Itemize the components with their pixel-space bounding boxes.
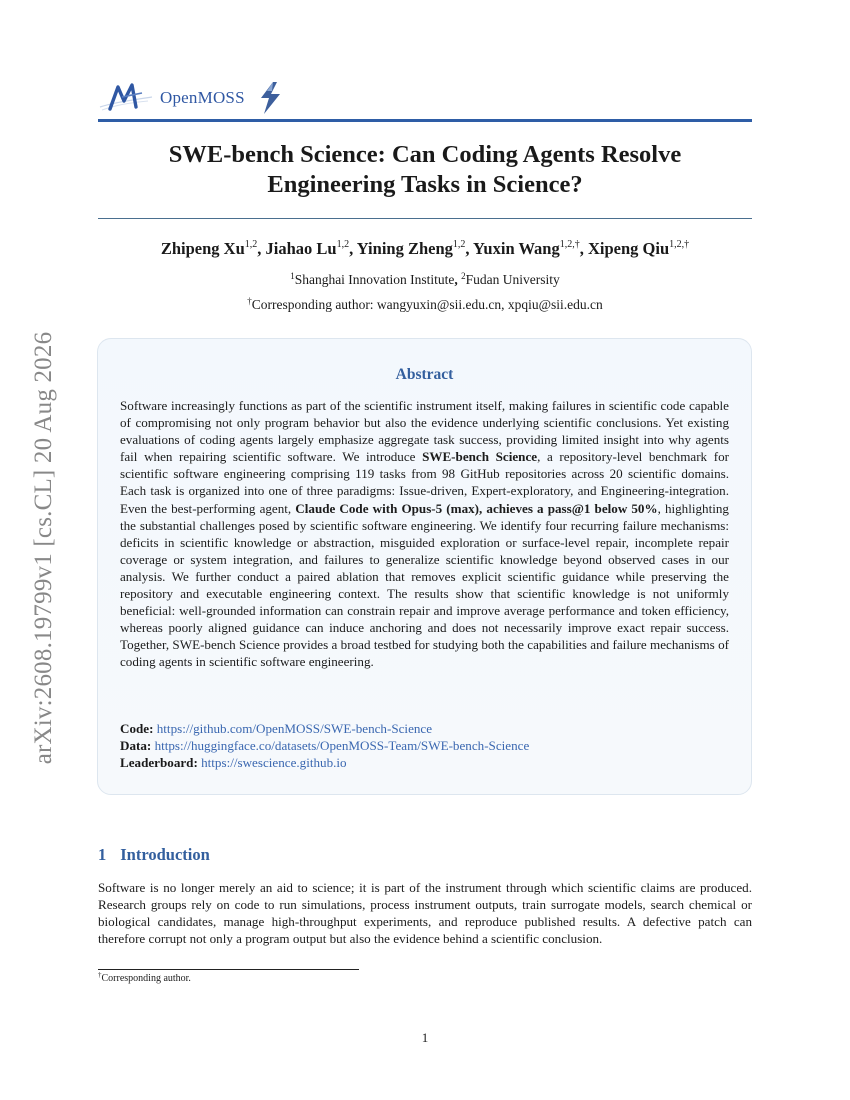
author-marks: 1,2,† <box>669 239 690 250</box>
author-name: Zhipeng Xu <box>160 239 245 258</box>
data-link-row <box>120 737 729 754</box>
leaderboard-link-row <box>120 754 729 771</box>
benchmark-name: SWE-bench Science <box>422 449 538 465</box>
abstract-heading: Abstract <box>395 366 454 383</box>
corresponding-author <box>98 297 752 313</box>
key-result: Claude Code with Opus-5 (max), achieves a pass@1 below 50% <box>295 500 658 516</box>
title-line-2: Engineering Tasks in Science? <box>267 171 583 198</box>
page-number: 1 <box>421 1030 429 1045</box>
code-link-row <box>120 720 729 737</box>
author-name: Jiahao Lu <box>265 239 337 258</box>
title-line-1: SWE-bench Science: Can Coding Agents Resolve <box>168 141 682 168</box>
abstract-text <box>120 397 729 671</box>
author-marks: 1,2 <box>452 239 466 250</box>
paper-title <box>98 140 752 200</box>
footnote-rule <box>98 969 359 970</box>
author-name: Xipeng Qiu <box>587 239 670 258</box>
section-title: Introduction <box>120 845 210 864</box>
logo-name: OpenMOSS <box>160 88 245 107</box>
author-marks: 1,2 <box>244 239 258 250</box>
affiliation-mark: 2 <box>461 271 466 281</box>
affiliation-2: Fudan University <box>465 272 560 287</box>
title-rule <box>98 218 752 219</box>
author-list: Zhipeng Xu$^{1,2}$, Jiahao Lu$^{1,2}$, Yining Zheng$^{1,2}$, Yuxin Wang$^{1,2,\dagger}$, Xipeng Qiu$^{1,2,\dagger}$ <box>160 239 690 258</box>
abstract-part-3: , highlighting the substantial challenges posed by scientific software engineering. We identify four recurring failure mechanisms: deficits in scientific knowledge or abstraction, misguided exploration or surface-level repair, incomplete repair coverage or system integration, and failures to generalize scientific knowledge beyond observed cases in our analysis. We further conduct a paired ablation that removes explicit scientific guidance while preserving the repository and executable engineering context. The results show that scientific knowledge is not uniformly beneficial: well-grounded information can constrain repair and improve average performance and token efficiency, whereas poorly aligned guidance can induce anchoring and does not necessarily improve exact repair success. Together, SWE-bench Science provides a broad testbed for studying both the capabilities and failure mechanisms of coding agents in scientific software engineering. <box>120 500 729 670</box>
resource-links <box>120 720 729 772</box>
leaderboard-link[interactable]: https://swescience.github.io <box>201 755 347 771</box>
section-heading <box>98 845 210 865</box>
leaderboard-label: Leaderboard: <box>120 755 198 771</box>
arxiv-stamp-text: arXiv:2608.19799v1 [cs.CL] 20 Aug 2026 <box>30 331 57 765</box>
footnote <box>98 973 191 984</box>
author-marks: 1,2,† <box>559 239 580 250</box>
affiliations: $^1$Shanghai Innovation Institute, $^2$Fudan University <box>290 271 560 287</box>
abstract-part-1: Software increasingly functions as part of the scientific instrument itself, making failures in scientific code capable of compromising not only program behavior but also the evidence underlying scientific conclusions. Yet existing evaluations of coding agents largely emphasize aggregate task success, providing limited insight into why agents fail when repairing scientific software. We introduce <box>120 398 729 465</box>
header-rule <box>98 119 752 122</box>
abstract-part-2: , a repository-level benchmark for scientific software engineering comprising 119 tasks from 98 GitHub repositories across 20 scientific domains. Each task is organized into one of three paradigms: Issue-driven, Expert-exploratory, and Engineering-integration. Even the best-performing agent, <box>120 449 729 516</box>
corresponding-text: Corresponding author: wangyuxin@sii.edu.cn, xpqiu@sii.edu.cn <box>251 297 603 312</box>
author-name: Yuxin Wang <box>473 239 560 258</box>
footnote-mark: † <box>98 971 102 979</box>
author-name: Yining Zheng <box>356 239 453 258</box>
openmoss-logo <box>98 78 285 118</box>
affiliation-1: Shanghai Innovation Institute <box>294 272 455 287</box>
footnote-text: Corresponding author. <box>101 973 191 984</box>
section-number: 1 <box>98 845 107 864</box>
code-link[interactable]: https://github.com/OpenMOSS/SWE-bench-Science <box>156 721 433 736</box>
author-marks: 1,2 <box>336 239 350 250</box>
introduction-paragraph: Software is no longer merely an aid to science; it is part of the instrument through which scientific claims are produced. Research groups rely on code to run simulations, process instrument outputs, train surrogate models, search chemical or biological candidates, manage high-throughput experiments, and reproduce published results. A defective patch can therefore corrupt not only a program output but also the evidence behind a scientific conclusion. <box>98 880 752 947</box>
lightning-emblem-icon <box>255 81 285 115</box>
corresponding-mark: † <box>247 296 252 306</box>
openmoss-logo-mark-icon <box>98 83 154 113</box>
affiliation-mark: 1 <box>290 271 295 281</box>
code-label: Code: <box>120 721 154 736</box>
data-label: Data: <box>120 738 152 754</box>
data-link[interactable]: https://huggingface.co/datasets/OpenMOSS-Team/SWE-bench-Science <box>154 738 530 754</box>
